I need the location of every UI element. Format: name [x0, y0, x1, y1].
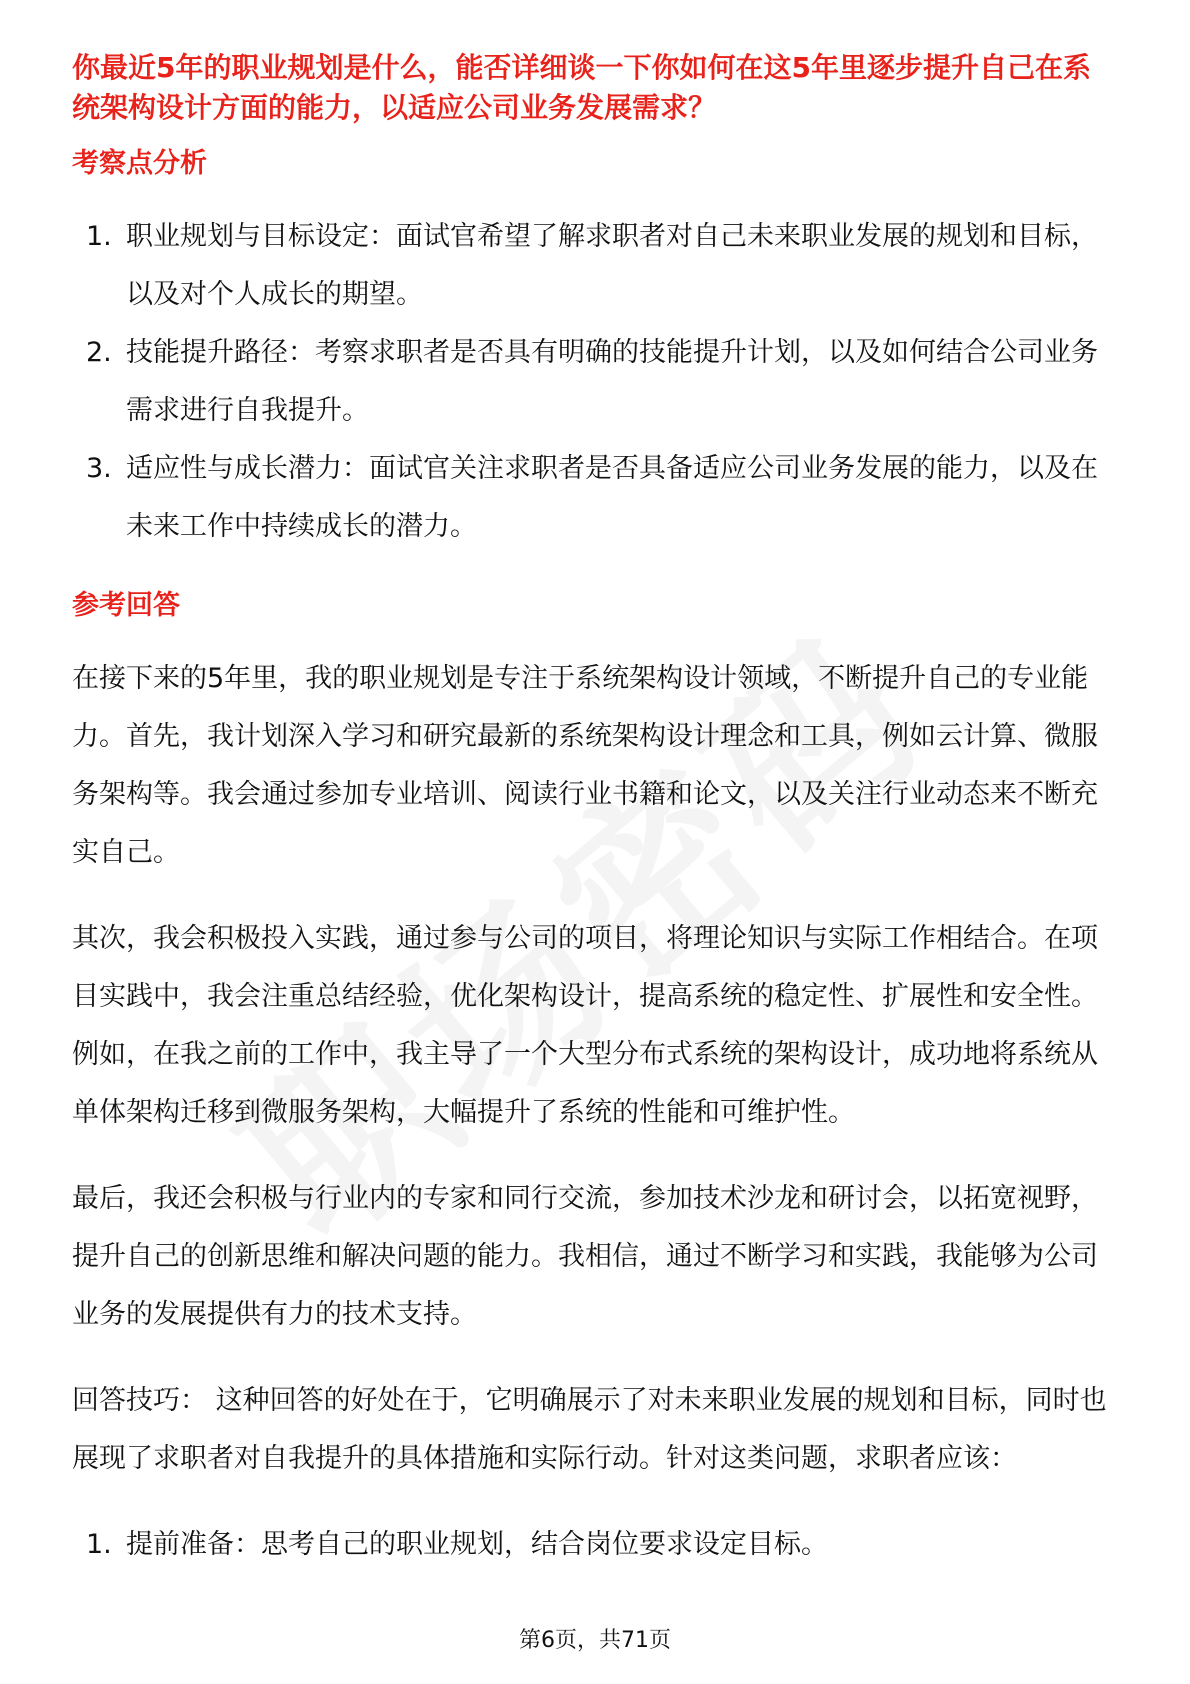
list-text: 职业规划与目标设定：面试官希望了解求职者对自己未来职业发展的规划和目标，以及对个人成长的期望。	[126, 221, 1098, 310]
list-number: 2.	[86, 337, 112, 368]
document-page	[72, 48, 1118, 1574]
answer-paragraph: 其次，我会积极投入实践，通过参与公司的项目，将理论知识与实际工作相结合。在项目实践中，我会注重总结经验，优化架构设计，提高系统的稳定性、扩展性和安全性。例如，在我之前的工作中，我主导了一个大型分布式系统的架构设计，成功地将系统从单体架构迁移到微服务架构，大幅提升了系统的性能和可维护性。	[72, 923, 1098, 1128]
answer-paragraph: 最后，我还会积极与行业内的专家和同行交流，参加技术沙龙和研讨会，以拓宽视野，提升自己的创新思维和解决问题的能力。我相信，通过不断学习和实践，我能够为公司业务的发展提供有力的技术支持。	[72, 1183, 1098, 1330]
tips-list	[72, 1516, 1118, 1574]
question-heading: 你最近5年的职业规划是什么，能否详细谈一下你如何在这5年里逐步提升自己在系统架构设计方面的能力，以适应公司业务发展需求？	[72, 51, 1091, 124]
list-text: 技能提升路径：考察求职者是否具有明确的技能提升计划，以及如何结合公司业务需求进行自我提升。	[126, 337, 1098, 426]
list-text: 适应性与成长潜力：面试官关注求职者是否具备适应公司业务发展的能力，以及在未来工作中持续成长的潜力。	[126, 453, 1098, 542]
list-number: 1.	[86, 221, 112, 252]
tips-paragraph: 回答技巧： 这种回答的好处在于，它明确展示了对未来职业发展的规划和目标，同时也展现了求职者对自我提升的具体措施和实际行动。针对这类问题，求职者应该：	[72, 1385, 1107, 1474]
list-text: 提前准备：思考自己的职业规划，结合岗位要求设定目标。	[126, 1529, 828, 1560]
answer-paragraph: 在接下来的5年里，我的职业规划是专注于系统架构设计领域，不断提升自己的专业能力。首先，我计划深入学习和研究最新的系统架构设计理念和工具，例如云计算、微服务架构等。我会通过参加专业培训、阅读行业书籍和论文，以及关注行业动态来不断充实自己。	[72, 663, 1098, 868]
list-item	[72, 208, 1118, 324]
analysis-title: 考察点分析	[72, 148, 207, 179]
list-number: 3.	[86, 453, 112, 484]
list-item	[72, 440, 1118, 556]
answer-title: 参考回答	[72, 590, 180, 621]
list-item	[72, 324, 1118, 440]
list-number: 1.	[86, 1529, 112, 1560]
analysis-list	[72, 208, 1118, 556]
list-item	[72, 1516, 1118, 1574]
page-footer: 第6页，共71页	[519, 1628, 671, 1653]
